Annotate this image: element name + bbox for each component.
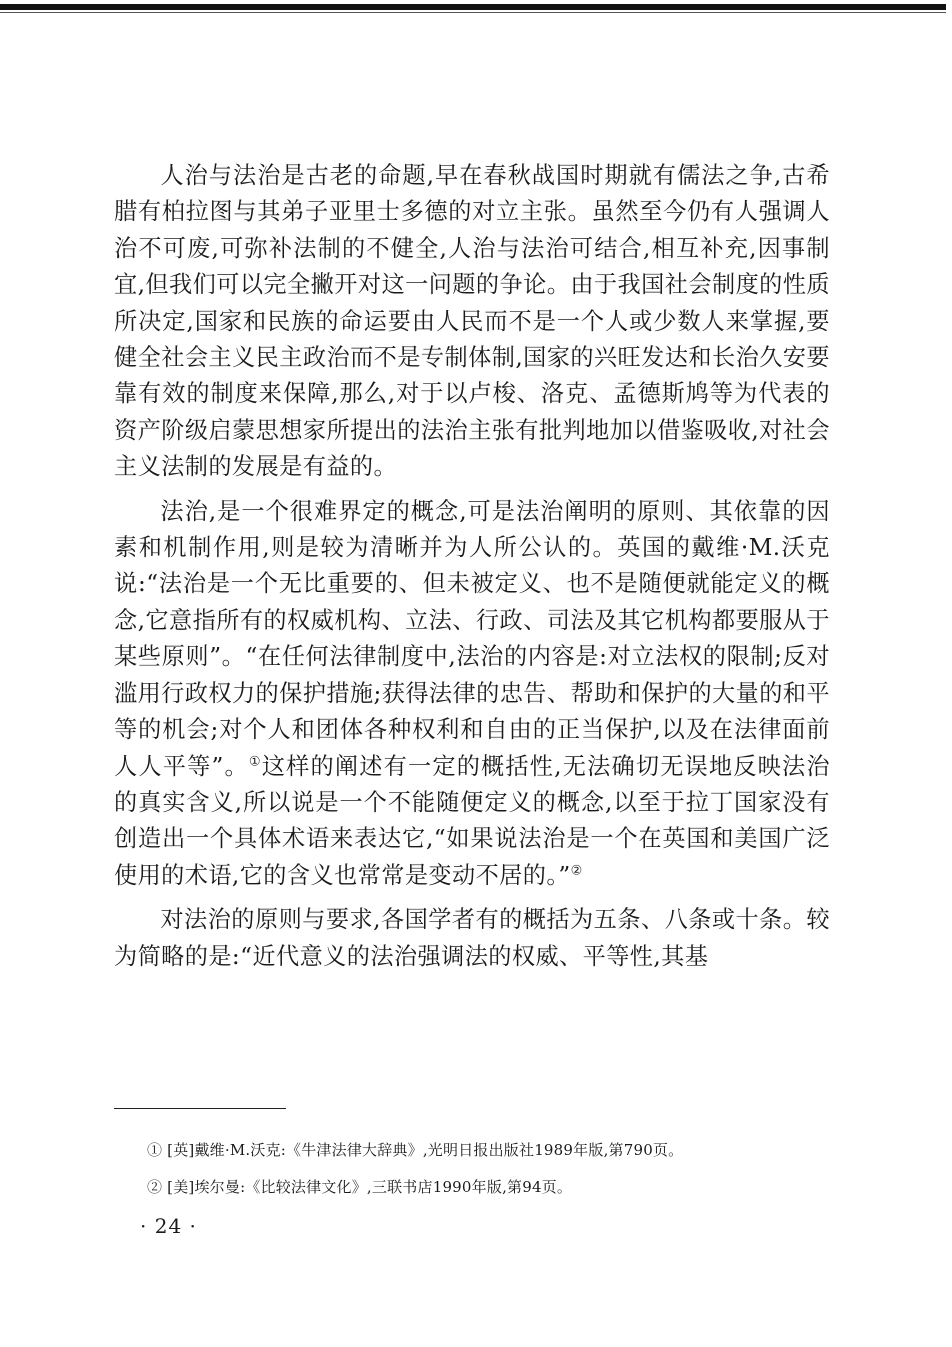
footnote-ref-2[interactable]: ② — [570, 862, 583, 878]
body-text — [114, 158, 830, 975]
paragraph-2-text-b: 这样的阐述有一定的概括性,无法确切无误地反映法治的真实含义,所以说是一个不能随便定义的概念,以至于拉丁国家没有创造出一个具体术语来表达它,“如果说法治是一个在英国和美国广泛使用的术语,它的含义也常常是变动不居的。” — [114, 752, 830, 889]
page-number: · 24 · — [140, 1214, 197, 1238]
paragraph-2-text-a: 法治,是一个很难界定的概念,可是法治阐明的原则、其依靠的因素和机制作用,则是较为清晰并为人所公认的。英国的戴维·M.沃克说:“法治是一个无比重要的、但未被定义、也不是随便就能定义的概念,它意指所有的权威机构、立法、行政、司法及其它机构都要服从于某些原则”。“在任何法律制度中,法治的内容是:对立法权的限制;反对滥用行政权力的保护措施;获得法律的忠告、帮助和保护的大量的和平等的机会;对个人和团体各种权利和自由的正当保护,以及在法律面前人人平等”。 — [114, 497, 830, 780]
paragraph-3 — [114, 902, 830, 975]
page-top-rule — [0, 4, 946, 10]
paragraph-1 — [114, 158, 830, 486]
footnotes — [114, 1138, 830, 1212]
footnote-separator — [114, 1108, 286, 1109]
paragraph-2 — [114, 494, 830, 894]
paragraph-1-text: 人治与法治是古老的命题,早在春秋战国时期就有儒法之争,古希腊有柏拉图与其弟子亚里士多德的对立主张。虽然至今仍有人强调人治不可废,可弥补法制的不健全,人治与法治可结合,相互补充,因事制宜,但我们可以完全撇开对这一问题的争论。由于我国社会制度的性质所决定,国家和民族的命运要由人民而不是一个人或少数人来掌握,要健全社会主义民主政治而不是专制体制,国家的兴旺发达和长治久安要靠有效的制度来保障,那么,对于以卢梭、洛克、孟德斯鸠等为代表的资产阶级启蒙思想家所提出的法治主张有批判地加以借鉴吸收,对社会主义法制的发展是有益的。 — [114, 162, 830, 481]
footnote-1: ① [英]戴维·M.沃克:《牛津法律大辞典》,光明日报出版社1989年版,第790页。 — [147, 1141, 684, 1159]
paragraph-3-text: 对法治的原则与要求,各国学者有的概括为五条、八条或十条。较为简略的是:“近代意义的法治强调法的权威、平等性,其基 — [114, 906, 830, 970]
footnote-ref-1[interactable]: ① — [248, 753, 262, 769]
footnote-2: ② [美]埃尔曼:《比较法律文化》,三联书店1990年版,第94页。 — [147, 1178, 573, 1196]
page-top-rule-thin — [0, 12, 946, 13]
